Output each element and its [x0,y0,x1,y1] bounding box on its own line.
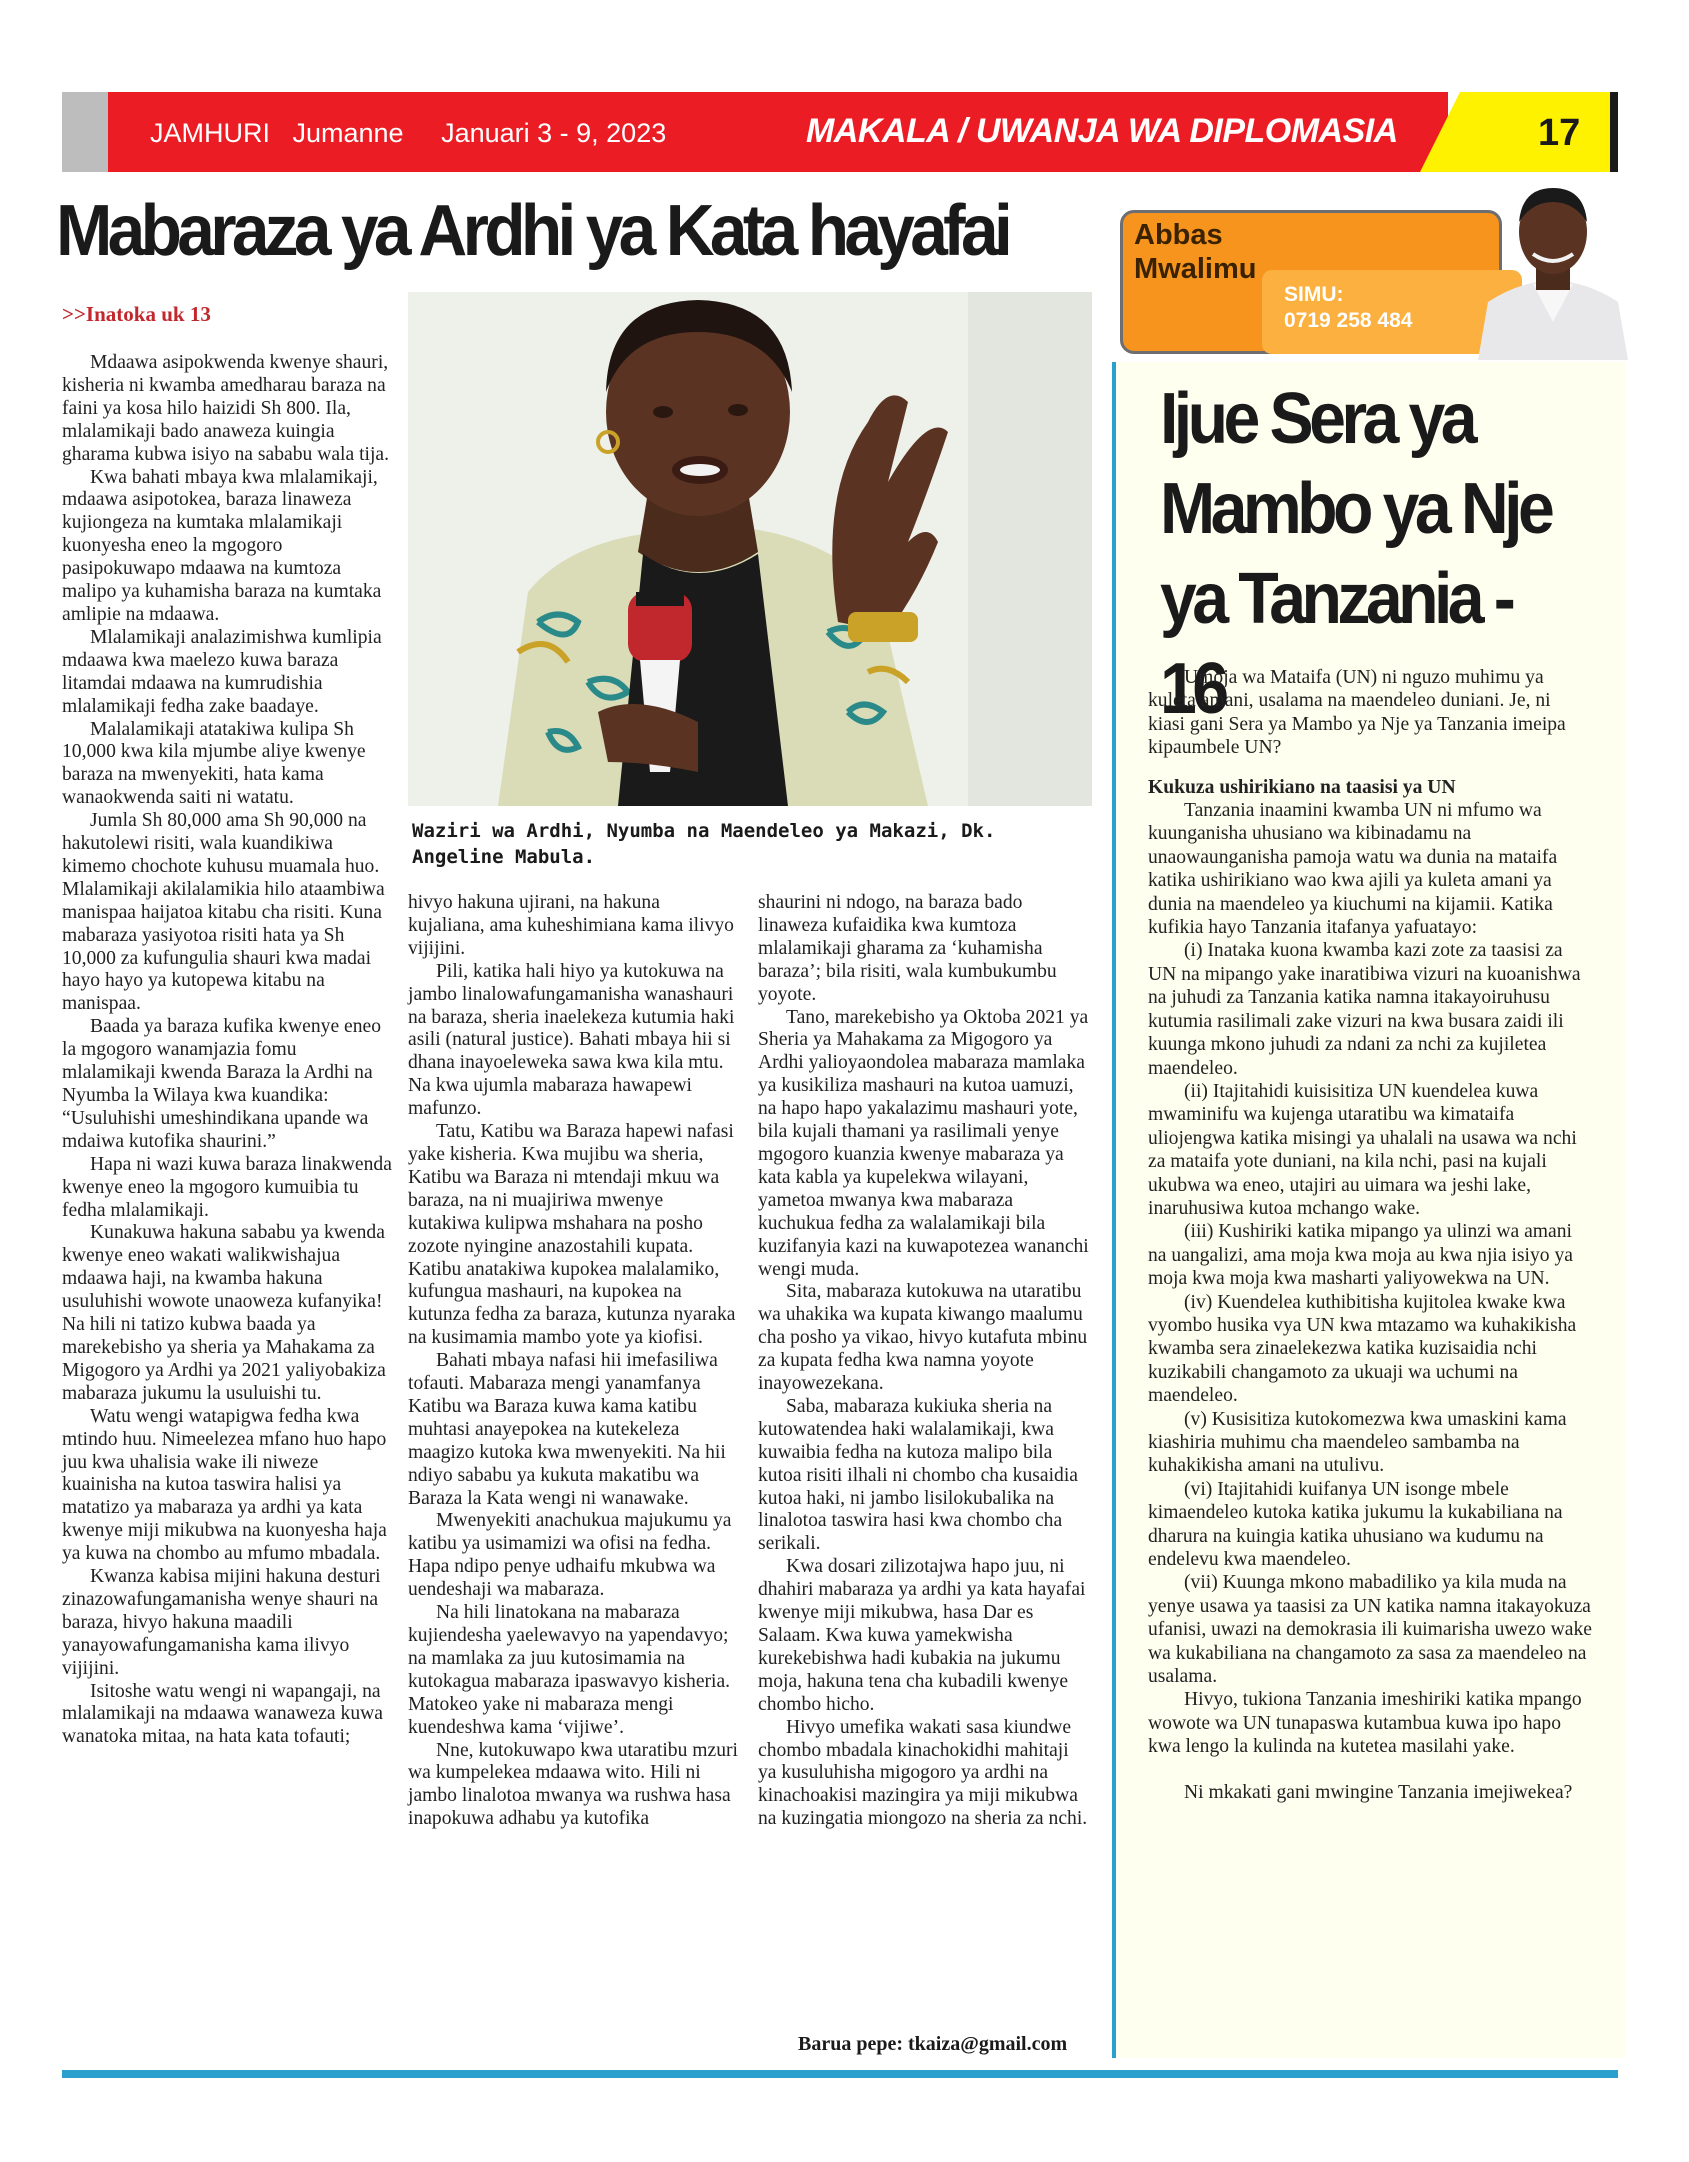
closing-question: Ni mkakati gani mwingine Tanzania imejiwekea? [1184,1781,1573,1803]
author-first-name: Abbas [1134,219,1223,251]
paragraph: Kwa bahati mbaya kwa mlalamikaji, mdaawa asipotokea, baraza linaweza kujiongeza na kumtaka mlalamikaji kuonyesha eneo la mgogoro pasipokuwapo mdaawa na kumtoza malipo ya kuhamisha baraza na kumtaka amlipie na mdaawa. [62,466,382,625]
paragraph: Nne, kutokuwapo kwa utaratibu mzuri wa kumpelekea mdaawa wito. Hili ni jambo linalotoa mwanya wa rushwa hasa inapokuwa adhabu ya kutofika [408,1739,738,1830]
photo-caption: Waziri wa Ardhi, Nyumba na Maendeleo ya Makazi, Dk. Angeline Mabula. [412,820,996,868]
column-body [1148,666,1592,1804]
paragraph: Hivyo, tukiona Tanzania imeshiriki katika mpango wowote wa UN tunapaswa kutambua kuwa ipo hapo kwa lengo la kulinda na kutetea masilahi yake. [1148,1689,1582,1758]
paragraph: (vii) Kuunga mkono mabadiliko ya kila muda na yenye usawa ya taasisi za UN katika namna itakayokuza ufanisi, uwazi na demokrasia ili kuimarisha uwezo wake wa kukabiliana na changamoto za sasa za maendeleo na usalama. [1148,1572,1592,1688]
article-column-3 [758,892,1092,1831]
page-number: 17 [1538,112,1581,154]
paragraph: Tatu, Katibu wa Baraza hapewi nafasi yake kisheria. Kwa mujibu wa sheria, Katibu wa Baraza ni mtendaji mkuu wa baraza, na ni muajiriwa mwenye kutakiwa kulipwa mshahara na posho zozote nyingine anazostahili kupata. Katibu anatakiwa kupokea malalamiko, kufungua mashauri, na kupokea na kutunza fedha za baraza, kutunza nyaraka na kusimamia mambo yote ya kiofisi. [408,1121,736,1349]
paragraph: Jumla Sh 80,000 ama Sh 90,000 na hakutolewi risiti, wala kuandikiwa kimemo chochote kuhusu muamala huo. Mlalamikaji akilalamikia hilo ataambiwa manispaa haijatoa kitabu cha risiti. Kuna mabaraza yasiyotoa risiti hata ya Sh 10,000 za kufungulia shauri kwa madai hayo hayo ya kutopewa kitabu na manispaa. [62,810,385,1015]
paragraph: Malalamikaji atatakiwa kulipa Sh 10,000 kwa kila mjumbe aliye kwenye baraza na mwenyekiti, hata kama wanaokwenda saiti ni watatu. [62,718,366,809]
author-last-name: Mwalimu [1134,253,1257,285]
paragraph: (ii) Itajitahidi kuisisitiza UN kuendelea kuwa mwaminifu wa kujenga utaratibu wa kimataifa uliojengwa katika misingi ya uhalali na usawa wa nchi za mataifa yote duniani, na kila nchi, pasi na kujali ukubwa wa eneo, utajiri au uimara wa jeshi lake, inaruhusiwa kutoa mchango wake. [1148,1080,1577,1219]
paragraph: Pili, katika hali hiyo ya kutokuwa na jambo linalowafungamanisha wanashauri na baraza, sheria inaelekeza kutumia haki asili (natural justice). Bahati mbaya hii si dhana inayoeleweka sawa kwa kila mtu. Na kwa ujumla mabaraza hawapewi mafunzo. [408,960,735,1120]
publication-dateline: JAMHURI Jumanne Januari 3 - 9, 2023 [150,118,667,148]
article-column-2 [408,892,738,1831]
paragraph: Na hili linatokana na mabaraza kujiendesha yaelewavyo na yapendavyo; na mamlaka za juu kutosimamia na kutokagua mabaraza ipaswavyo kisheria. Matokeo yake ni mabaraza mengi kuendeshwa kama ‘vijiwe’. [408,1602,731,1738]
paragraph: Sita, mabaraza kutokuwa na utaratibu wa uhakika wa kupata kiwango maalumu cha posho ya vikao, hivyo kutafuta mbinu za kupata fedha kwa namna yoyote inayowezekana. [758,1281,1088,1395]
paragraph: Mwenyekiti anachukua majukumu ya katibu ya usimamizi wa ofisi na fedha. Hapa ndipo penye udhaifu mkubwa wa uendeshaji wa mabaraza. [408,1510,732,1601]
continued-from-label: >>Inatoka uk 13 [62,302,211,326]
paragraph: (iii) Kushiriki katika mipango ya ulinzi wa amani na uangalizi, ama moja kwa moja au kwa njia isiyo ya moja kwa moja kwa masharti yaliyowekwa na UN. [1148,1221,1573,1290]
header-edge-bar [1610,92,1618,172]
phone-number: 0719 258 484 [1284,309,1413,332]
author-phone [1284,282,1412,334]
column-title-line: ya Tanzania - 16 [1160,559,1512,729]
paragraph: (i) Inataka kuona kwamba kazi zote za taasisi za UN na mipango yake inaratibiwa vizuri na kuoanishwa na juhudi za Tanzania katika namna itakayoiruhusu kutumia rasilimali zake vizuri na kwa busara zaidi ili kuunga mkono juhudi za ndani za nchi za kujiletea maendeleo. [1148,940,1581,1079]
paragraph: Tano, marekebisho ya Oktoba 2021 ya Sheria ya Mahakama za Migogoro ya Ardhi yalioyaondolea mabaraza mamlaka ya kusikiliza mashauri na kutoa uamuzi, na hapo hapo yakalazimu mashauri yote, bila kujali thamani ya rasilimali yenye mgogoro kuanzia kwenye mabaraza ya kata kabla ya kupelekwa wilayani, yametoa mwanya kwa mabaraza kuchukua fedha za walalamikaji bila kuzifanyia kazi na kuwapotezea wananchi wengi muda. [758,1006,1089,1280]
author-photo [1478,172,1628,360]
paragraph: Kwanza kabisa mijini hakuna desturi zinazowafungamanisha wenye shauri na baraza, hivyo hakuna maadili yanayowafungamanisha kama ilivyo vijijini. [62,1566,381,1679]
paragraph: (vi) Itajitahidi kuifanya UN isonge mbele kimaendeleo kutoka katika jukumu la kukabiliana na dharura na kuingia katika uhusiano wa kudumu na endelevu kwa maendeleo. [1148,1478,1563,1571]
section-title: MAKALA / UWANJA WA DIPLOMASIA [806,112,1398,150]
paragraph: Isitoshe watu wengi ni wapangaji, na mlalamikaji na mdaawa wanaweza kuwa wanatoka mitaa, na hata kata tofauti; [62,1680,383,1748]
paragraph: Saba, mabaraza kukiuka sheria na kutowatendea haki walalamikaji, kwa kuwaibia fedha na kutoza malipo bila kutoa risiti ilhali ni chombo cha kusaidia kutoa haki, ni jambo lisilokubalika na linalotoa taswira hasi kwa chombo cha serikali. [758,1395,1078,1555]
paragraph: Kwa dosari zilizotajwa hapo juu, ni dhahiri mabaraza ya ardhi ya kata hayafai kwenye miji mikubwa, hasa Dar es Salaam. Kwa kuwa yamekwisha kurekebishwa hadi kubakia na jukumu moja, hakuna tena cha kubadili kwenye chombo hicho. [758,1556,1086,1715]
paragraph: shaurini ni ndogo, na baraza bado linaweza kufaidika kwa kumtoza mlalamikaji gharama za ‘kuhamisha baraza’; bila risiti, wala kumbukumbu yoyote. [758,892,1057,1005]
header-grey-block [62,92,108,172]
paragraph: Bahati mbaya nafasi hii imefasiliwa tofauti. Mabaraza mengi yanamfanya Katibu wa Baraza kuwa kama katibu muhtasi anayepokea na kutekeleza maagizo kutoka kwa mwenyekiti. Na hii ndiyo sababu ya kukuta makatibu wa Baraza la Kata wengi ni wanawake. [408,1350,726,1509]
article-headline: Mabaraza ya Ardhi ya Kata hayafai [56,191,1009,271]
paragraph: Hivyo umefika wakati sasa kiundwe chombo mbadala kinachokidhi mahitaji ya kusuluhisha migogoro ya ardhi na kinachoakisi mazingira ya miji mikubwa na kuzingatia miongozo na sheria za nchi. [758,1716,1088,1830]
paragraph: Baada ya baraza kufika kwenye eneo la mgogoro wanamjazia fomu mlalamikaji kwenda Baraza la Ardhi na Nyumba la Wilaya kwa kuandika: “Usuluhishi umeshindikana upande wa mdaiwa kutofika shaurini.” [62,1016,382,1152]
paragraph: Hapa ni wazi kuwa baraza linakwenda kwenye eneo la mgogoro kumuibia tu fedha mlalamikaji. [62,1153,392,1221]
article-column-1 [62,352,394,1749]
phone-label: SIMU: [1284,283,1344,306]
header-page-tab [1420,92,1610,172]
subheading: Kukuza ushirikiano na taasisi ya UN [1148,776,1456,798]
paragraph: Tanzania inaamini kwamba UN ni mfumo wa kuunganisha uhusiano wa kibinadamu na unaowaunganisha pamoja watu wa dunia na mataifa katika ushirikiano wao kwa ajili ya kuleta amani ya dunia na maendeleo ya kiuchumi na kijamii. Katika kufikia hayo Tanzania itafanya yafuatayo: [1148,800,1558,939]
intro-paragraph: Umoja wa Mataifa (UN) ni nguzo muhimu ya kuleta amani, usalama na maendeleo duniani. Je, ni kiasi gani Sera ya Mambo ya Nje ya Tanzania imeipa kipaumbele UN? [1148,667,1566,759]
paragraph: (v) Kusisitiza kutokomezwa kwa umaskini kama kiashiria muhimu cha maendeleo sambamba na kuhakikisha amani na utulivu. [1148,1408,1567,1477]
paragraph: Watu wengi watapigwa fedha kwa mtindo huu. Nimeelezea mfano huo hapo juu kwa uhalisia wake ili niweze kuainisha na kutoa taswira halisi ya matatizo ya mabaraza ya ardhi ya kata kwenye miji mikubwa na kuonyesha haja ya kuwa na chombo au mfumo mbadala. [62,1405,387,1565]
column-title-line: Ijue Sera ya [1160,379,1474,459]
paragraph: Mdaawa asipokwenda kwenye shauri, kisheria ni kwamba amedharau baraza na faini ya kosa hilo haizidi Sh 800. Ila, mlalamikaji bado anaweza kuingia gharama kubwa isiyo na sababu wala tija. [62,352,389,465]
paragraph: Kunakuwa hakuna sababu ya kwenda kwenye eneo wakati walikwishajua mdaawa haji, na kwamba hakuna usuluhishi wowote unaoweza kufanyika! Na hili ni tatizo kubwa baada ya marekebisho ya sheria ya Mahakama za Migogoro ya Ardhi ya 2021 yaliyobakiza mabaraza jukumu la usuluishi tu. [62,1222,386,1404]
paragraph: Mlalamikaji analazimishwa kumlipia mdaawa kwa maelezo kuwa baraza litamdai mdaawa na kumrudishia mlalamikaji fedha zake baadaye. [62,626,382,717]
paragraph: hivyo hakuna ujirani, na hakuna kujaliana, ama kuheshimiana kama ilivyo vijijini. [408,892,734,959]
paragraph: (iv) Kuendelea kuthibitisha kujitolea kwake kwa vyombo husika vya UN kwa mtazamo wa kuhakikisha kwamba sera zinaelekezwa katika kuzisaidia nchi kuzikabili changamoto za ukuaji wa uchumi na maendeleo. [1148,1291,1577,1407]
author-name [1134,218,1256,286]
minister-photo [408,292,1092,806]
footer-rule [62,2070,1618,2078]
column-title-line: Mambo ya Nje [1160,469,1551,549]
author-email: Barua pepe: tkaiza@gmail.com [798,2033,1068,2055]
